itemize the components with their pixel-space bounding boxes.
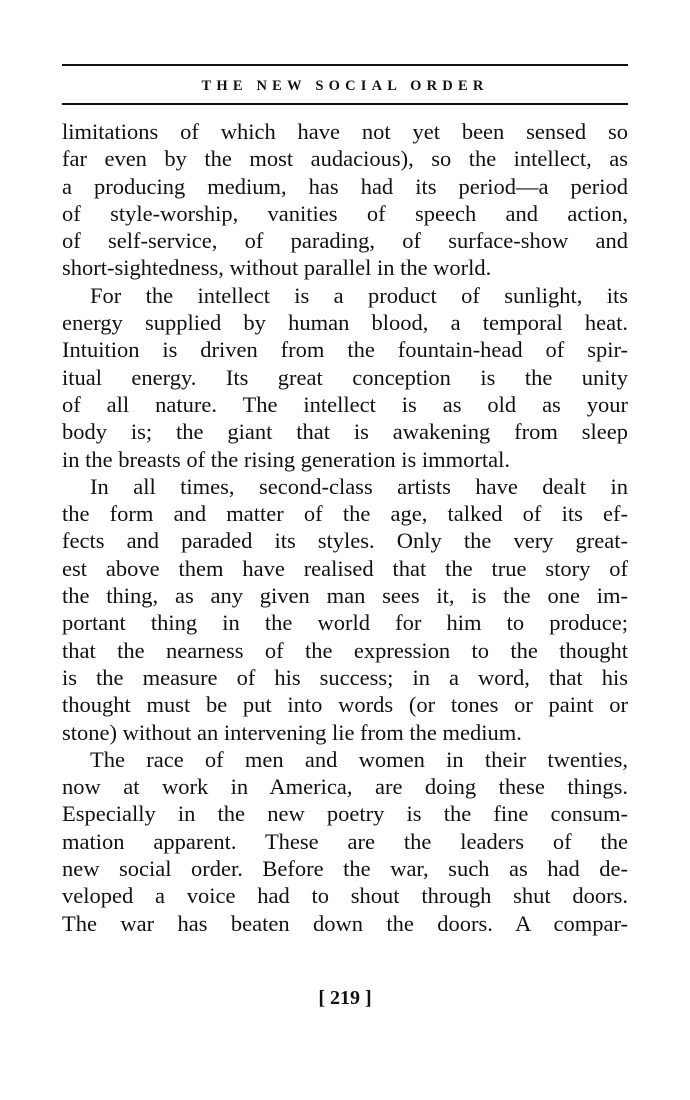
- text-line: now at work in America, are doing these things.: [62, 774, 628, 800]
- running-head: THE NEW SOCIAL ORDER: [201, 78, 489, 94]
- text-line: the form and matter of the age, talked of its ef-: [62, 501, 628, 527]
- text-line: stone) without an intervening lie from the medium.: [62, 719, 522, 745]
- text-line: of self-service, of parading, of surface-show and: [62, 228, 628, 254]
- text-line: veloped a voice had to shout through shut doors.: [62, 883, 628, 909]
- text-line: energy supplied by human blood, a temporal heat.: [62, 310, 628, 336]
- text-line: fects and paraded its styles. Only the very great-: [62, 528, 628, 554]
- text-line: short-sightedness, without parallel in the world.: [62, 255, 492, 281]
- text-line: The race of men and women in their twenties,: [90, 746, 628, 772]
- text-line: of style-worship, vanities of speech and action,: [62, 200, 628, 226]
- text-line: a producing medium, has had its period—a period: [62, 173, 628, 199]
- text-line: far even by the most audacious), so the intellect, as: [62, 146, 628, 172]
- text-line: portant thing in the world for him to produce;: [62, 610, 628, 636]
- text-line: the thing, as any given man sees it, is the one im-: [62, 583, 628, 609]
- text-line: Intuition is driven from the fountain-head of spir-: [62, 337, 628, 363]
- text-line: For the intellect is a product of sunlight, its: [90, 282, 628, 308]
- header-rule-bottom: [62, 103, 628, 105]
- text-line: The war has beaten down the doors. A compar-: [62, 910, 628, 936]
- text-line: Especially in the new poetry is the fine consum-: [62, 801, 628, 827]
- body-text: [62, 118, 628, 937]
- text-line: itual energy. Its great conception is the unity: [62, 364, 628, 390]
- text-line: In all times, second-class artists have dealt in: [90, 473, 628, 499]
- text-line: is the measure of his success; in a word, that his: [62, 664, 628, 690]
- header-rule-top: [62, 64, 628, 66]
- page-number: [ 219 ]: [318, 987, 372, 1009]
- text-line: thought must be put into words (or tones or paint or: [62, 692, 628, 718]
- text-line: that the nearness of the expression to the thought: [62, 637, 628, 663]
- text-line: body is; the giant that is awakening from sleep: [62, 419, 628, 445]
- text-line: new social order. Before the war, such as had de-: [62, 856, 628, 882]
- text-line: limitations of which have not yet been sensed so: [62, 119, 628, 144]
- text-line: of all nature. The intellect is as old as your: [62, 391, 628, 417]
- text-line: mation apparent. These are the leaders of the: [62, 828, 628, 854]
- text-line: est above them have realised that the true story of: [62, 555, 628, 581]
- text-line: in the breasts of the rising generation is immortal.: [62, 446, 511, 472]
